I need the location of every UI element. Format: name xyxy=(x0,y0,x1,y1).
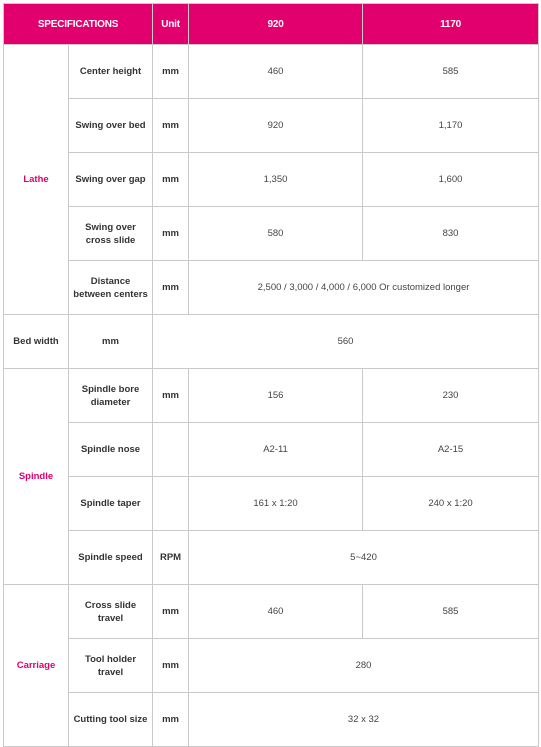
param-label: Spindle taper xyxy=(69,477,153,531)
group-spindle: Spindle xyxy=(4,369,69,585)
unit-cell: mm xyxy=(153,585,189,639)
table-row xyxy=(4,261,539,315)
value-920: A2-11 xyxy=(189,423,363,477)
value-shared: 2,500 / 3,000 / 4,000 / 6,000 Or customized longer xyxy=(189,261,539,315)
value-shared: 280 xyxy=(189,639,539,693)
table-row xyxy=(4,477,539,531)
param-label: Center height xyxy=(69,45,153,99)
param-label: Swing over cross slide xyxy=(69,207,153,261)
table-row xyxy=(4,423,539,477)
unit-cell: mm xyxy=(153,153,189,207)
value-shared: 32 x 32 xyxy=(189,693,539,747)
value-920: 460 xyxy=(189,585,363,639)
value-1170: 1,600 xyxy=(363,153,539,207)
table-row xyxy=(4,207,539,261)
unit-cell: mm xyxy=(153,639,189,693)
table-row xyxy=(4,693,539,747)
value-shared: 5~420 xyxy=(189,531,539,585)
param-label: Swing over gap xyxy=(69,153,153,207)
group-bed-width: Bed width xyxy=(4,315,69,369)
group-lathe: Lathe xyxy=(4,45,69,315)
value-920: 1,350 xyxy=(189,153,363,207)
param-label: Distance between centers xyxy=(69,261,153,315)
value-1170: 1,170 xyxy=(363,99,539,153)
unit-cell: mm xyxy=(153,261,189,315)
table-row xyxy=(4,45,539,99)
header-specifications: SPECIFICATIONS xyxy=(4,4,153,45)
unit-cell: mm xyxy=(69,315,153,369)
unit-cell: mm xyxy=(153,99,189,153)
param-label: Spindle nose xyxy=(69,423,153,477)
specifications-table xyxy=(3,3,539,747)
unit-cell: mm xyxy=(153,369,189,423)
table-row xyxy=(4,153,539,207)
value-920: 156 xyxy=(189,369,363,423)
value-920: 580 xyxy=(189,207,363,261)
unit-cell: mm xyxy=(153,45,189,99)
table-row xyxy=(4,585,539,639)
unit-cell: RPM xyxy=(153,531,189,585)
param-label: Tool holder travel xyxy=(69,639,153,693)
param-label: Cross slide travel xyxy=(69,585,153,639)
value-1170: 830 xyxy=(363,207,539,261)
value-1170: 585 xyxy=(363,45,539,99)
table-row xyxy=(4,369,539,423)
value-1170: A2-15 xyxy=(363,423,539,477)
unit-cell: mm xyxy=(153,693,189,747)
param-label: Cutting tool size xyxy=(69,693,153,747)
header-unit: Unit xyxy=(153,4,189,45)
header-model-920: 920 xyxy=(189,4,363,45)
table-row xyxy=(4,315,539,369)
value-1170: 585 xyxy=(363,585,539,639)
param-label: Swing over bed xyxy=(69,99,153,153)
value-1170: 230 xyxy=(363,369,539,423)
value-shared: 560 xyxy=(153,315,539,369)
value-920: 161 x 1:20 xyxy=(189,477,363,531)
table-row xyxy=(4,99,539,153)
unit-cell: mm xyxy=(153,207,189,261)
value-920: 920 xyxy=(189,99,363,153)
param-label: Spindle speed xyxy=(69,531,153,585)
header-model-1170: 1170 xyxy=(363,4,539,45)
unit-cell xyxy=(153,423,189,477)
group-carriage: Carriage xyxy=(4,585,69,747)
table-row xyxy=(4,639,539,693)
unit-cell xyxy=(153,477,189,531)
param-label: Spindle bore diameter xyxy=(69,369,153,423)
table-row xyxy=(4,531,539,585)
header-row xyxy=(4,4,539,45)
value-1170: 240 x 1:20 xyxy=(363,477,539,531)
value-920: 460 xyxy=(189,45,363,99)
